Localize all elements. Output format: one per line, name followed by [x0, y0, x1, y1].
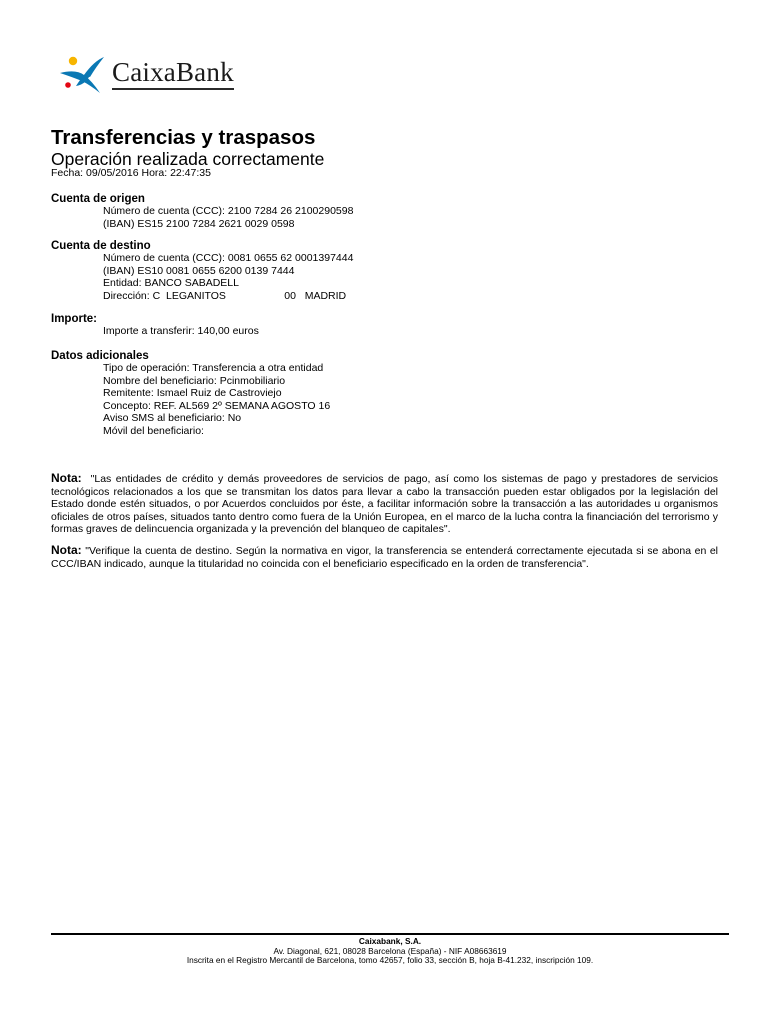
note-label: Nota: — [51, 471, 82, 485]
status-subtitle: Operación realizada correctamente — [51, 149, 325, 169]
destination-iban: (IBAN) ES10 0081 0655 6200 0139 7444 — [103, 264, 295, 277]
amount-heading: Importe: — [51, 313, 97, 325]
extra-line: Nombre del beneficiario: Pcinmobiliario — [103, 374, 286, 387]
destination-heading: Cuenta de destino — [51, 240, 151, 252]
legal-note — [51, 472, 718, 536]
extra-heading: Datos adicionales — [51, 350, 149, 362]
note-text: "Verifique la cuenta de destino. Según la normativa en vigor, la transferencia se entenderá correctamente ejecutada si se abona en el CCC/IBAN indicado, aunque la titularidad no coincida con el beneficiario especificado en la orden de transferencia". — [51, 545, 719, 570]
origin-iban: (IBAN) ES15 2100 7284 2621 0029 0598 — [103, 217, 295, 230]
extra-line: Móvil del beneficiario: — [103, 424, 204, 437]
note-label: Nota: — [51, 543, 82, 557]
footer-company: Caixabank, S.A. — [358, 936, 422, 946]
origin-heading: Cuenta de origen — [51, 193, 145, 205]
footer — [51, 937, 729, 966]
amount-value: Importe a transferir: 140,00 euros — [103, 325, 259, 337]
extra-line: Tipo de operación: Transferencia a otra entidad — [103, 362, 324, 374]
destination-entity: Entidad: BANCO SABADELL — [103, 277, 239, 289]
destination-ccc: Número de cuenta (CCC): 0081 0655 62 0001397444 — [103, 252, 354, 264]
caixabank-logo — [54, 55, 234, 95]
star-logo-icon — [54, 55, 110, 95]
origin-ccc: Número de cuenta (CCC): 2100 7284 26 2100290598 — [103, 205, 354, 217]
verification-note — [51, 544, 718, 570]
brand-name: CaixaBank — [112, 57, 234, 90]
footer-registry: Inscrita en el Registro Mercantil de Barcelona, tomo 42657, folio 33, sección B, hoja B-41.232, inscripción 109. — [186, 955, 594, 965]
note-text: "Las entidades de crédito y demás proveedores de servicios de pago, así como los sistemas de pago y prestadores de servicios tecnológicos relacionados a los que se transmitan los datos para llevar a cabo la transacción pueden estar obligados por la legislación del Estado donde estén situados, o por Acuerdos concluidos por éste, a facilitar información sobre la transacción a las autoridades u organismos oficiales de otros países, situados tanto dentro como fuera de la Unión Europea, en el marco de la lucha contra la financiación del terrorismo y formas graves de delincuencia organizada y la prevención del blanqueo de capitales". — [51, 473, 718, 536]
page-title: Transferencias y traspasos — [51, 126, 316, 149]
extra-line: Remitente: Ismael Ruiz de Castroviejo — [103, 387, 282, 399]
extra-line: Aviso SMS al beneficiario: No — [103, 412, 242, 424]
footer-address: Av. Diagonal, 621, 08028 Barcelona (España) - NIF A08663619 — [273, 945, 507, 956]
destination-address: Dirección: C LEGANITOS 00 MADRID — [103, 289, 347, 302]
extra-line: Concepto: REF. AL569 2º SEMANA AGOSTO 16 — [103, 399, 331, 412]
operation-date: Fecha: 09/05/2016 Hora: 22:47:35 — [51, 167, 211, 179]
footer-divider — [51, 933, 729, 935]
